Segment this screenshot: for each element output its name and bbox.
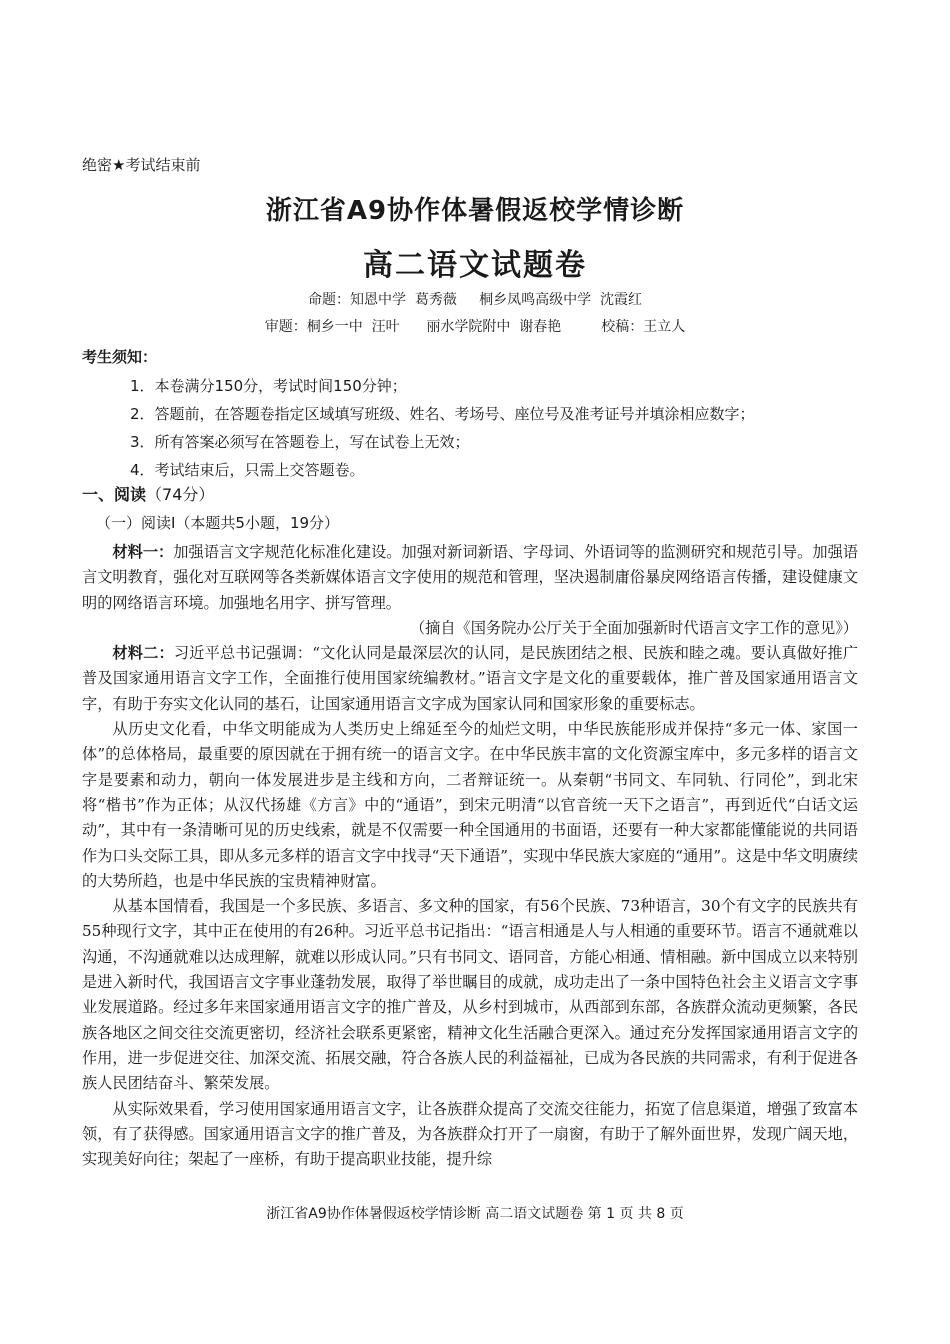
material1-text: 加强语言文字规范化标准化建设。加强对新词新语、字母词、外语词等的监测研究和规范引导。加强语言文明教育，强化对互联网等各类新媒体语言文字使用的规范和管理，坚决遏制庸俗暴戾网络语言传播，建设健康文明的网络语言环境。加强地名用字、拼写管理。 — [82, 543, 859, 612]
section-heading — [82, 482, 214, 505]
material2-label: 材料二： — [112, 644, 174, 663]
notice-item: 4．考试结束后，只需上交答题卷。 — [130, 461, 365, 479]
secret-label: 绝密★考试结束前 — [82, 156, 201, 174]
notice-heading: 考生须知： — [82, 348, 158, 366]
page-footer: 浙江省A9协作体暑假返校学情诊断 高二语文试题卷 第 1 页 共 8 页 — [266, 1206, 684, 1222]
section-heading-score: （74分） — [146, 485, 215, 504]
passage-paragraph: 从基本国情看，我国是一个多民族、多语言、多文种的国家，有56个民族、73种语言，30个有文字的民族共有55种现行文字，其中正在使用的有26种。习近平总书记指出：“语言相通是人与人相通的重要环节。语言不通就难以沟通，不沟通就难以达成理解，就难以形成认同。”只有书同文、语同音，方能心相通、情相融。新中国成立以来特别是进入新时代，我国语言文字事业蓬勃发展，取得了举世瞩目的成就，成功走出了一条中国特色社会主义语言文字事业发展道路。经过多年来国家通用语言文字的推广普及，从乡村到城市，从西部到东部，各族群众流动更频繁，各民族各地区之间交往交流更密切，经济社会联系更紧密，精神文化生活融合更深入。通过充分发挥国家通用语言文字的作用，进一步促进交往、加深交流、拓展交融，符合各族人民的利益福祉，已成为各民族的共同需求，有利于促进各族人民团结奋斗、繁荣发展。 — [82, 897, 858, 1093]
notice-list — [130, 372, 755, 484]
credits-reviewers: 审题：桐乡一中 汪叶 丽水学院附中 谢春艳 校稿：王立人 — [264, 319, 686, 335]
notice-item: 2．答题前，在答题卷指定区域填写班级、姓名、考场号、座位号及准考证号并填涂相应数字； — [130, 405, 755, 423]
reading-passage — [82, 540, 858, 1172]
material1-source: （摘自《国务院办公厅关于全面加强新时代语言文字工作的意见》） — [409, 618, 858, 637]
material2-text: 习近平总书记强调：“文化认同是最深层次的认同，是民族团结之根、民族和睦之魂。要认真做好推广普及国家通用语言文字工作，全面推行使用国家统编教材。”语言文字是文化的重要载体，推广普及国家通用语言文字，有助于夯实文化认同的基石，让国家通用语言文字成为国家认同和国家形象的重要标志。 — [82, 644, 859, 713]
material2-paragraph — [82, 641, 858, 717]
passage-paragraph: 从历史文化看，中华文明能成为人类历史上绵延至今的灿烂文明，中华民族能形成并保持“多元一体、家国一体”的总体格局，最重要的原因就在于拥有统一的语言文字。在中华民族丰富的文化资源宝库中，多元多样的语言文字是要素和动力，朝向一体发展进步是主线和方向，二者辩证统一。从秦朝“书同文、车同轨、行同伦”，到北宋将“楷书”作为正体；从汉代扬雄《方言》中的“通语”，到宋元明清“以官音统一天下之语言”，再到近代“白话文运动”，其中有一条清晰可见的历史线索，就是不仅需要一种全国通用的书面语，还要有一种大家都能懂能说的共同语作为口头交际工具，即从多元多样的语言文字中找寻“天下通语”，实现中华民族大家庭的“通用”。这是中华文明赓续的大势所趋，也是中华民族的宝贵精神财富。 — [82, 720, 858, 890]
notice-item: 3．所有答案必须写在答题卷上，写在试卷上无效； — [130, 433, 470, 451]
passage-paragraph: 从实际效果看，学习使用国家通用语言文字，让各族群众提高了交流交往能力，拓宽了信息渠道，增强了致富本领，有了获得感。国家通用语言文字的推广普及，为各族群众打开了一扇窗，有助于了解外面世界，发现广阔天地，实现美好向往；架起了一座桥，有助于提高职业技能，提升综 — [82, 1099, 858, 1169]
exam-title: 浙江省A9协作体暑假返校学情诊断 — [265, 196, 685, 226]
section-heading-bold: 一、阅读 — [82, 485, 147, 504]
material1-label: 材料一： — [112, 543, 174, 561]
subsection-heading: （一）阅读Ⅰ（本题共5小题，19分） — [96, 514, 340, 532]
notice-item: 1．本卷满分150分，考试时间150分钟； — [130, 377, 407, 395]
credits-authors: 命题：知恩中学 葛秀薇 桐乡凤鸣高级中学 沈霞红 — [307, 292, 643, 308]
paper-title: 高二语文试题卷 — [363, 248, 587, 283]
material1-paragraph — [82, 540, 858, 616]
